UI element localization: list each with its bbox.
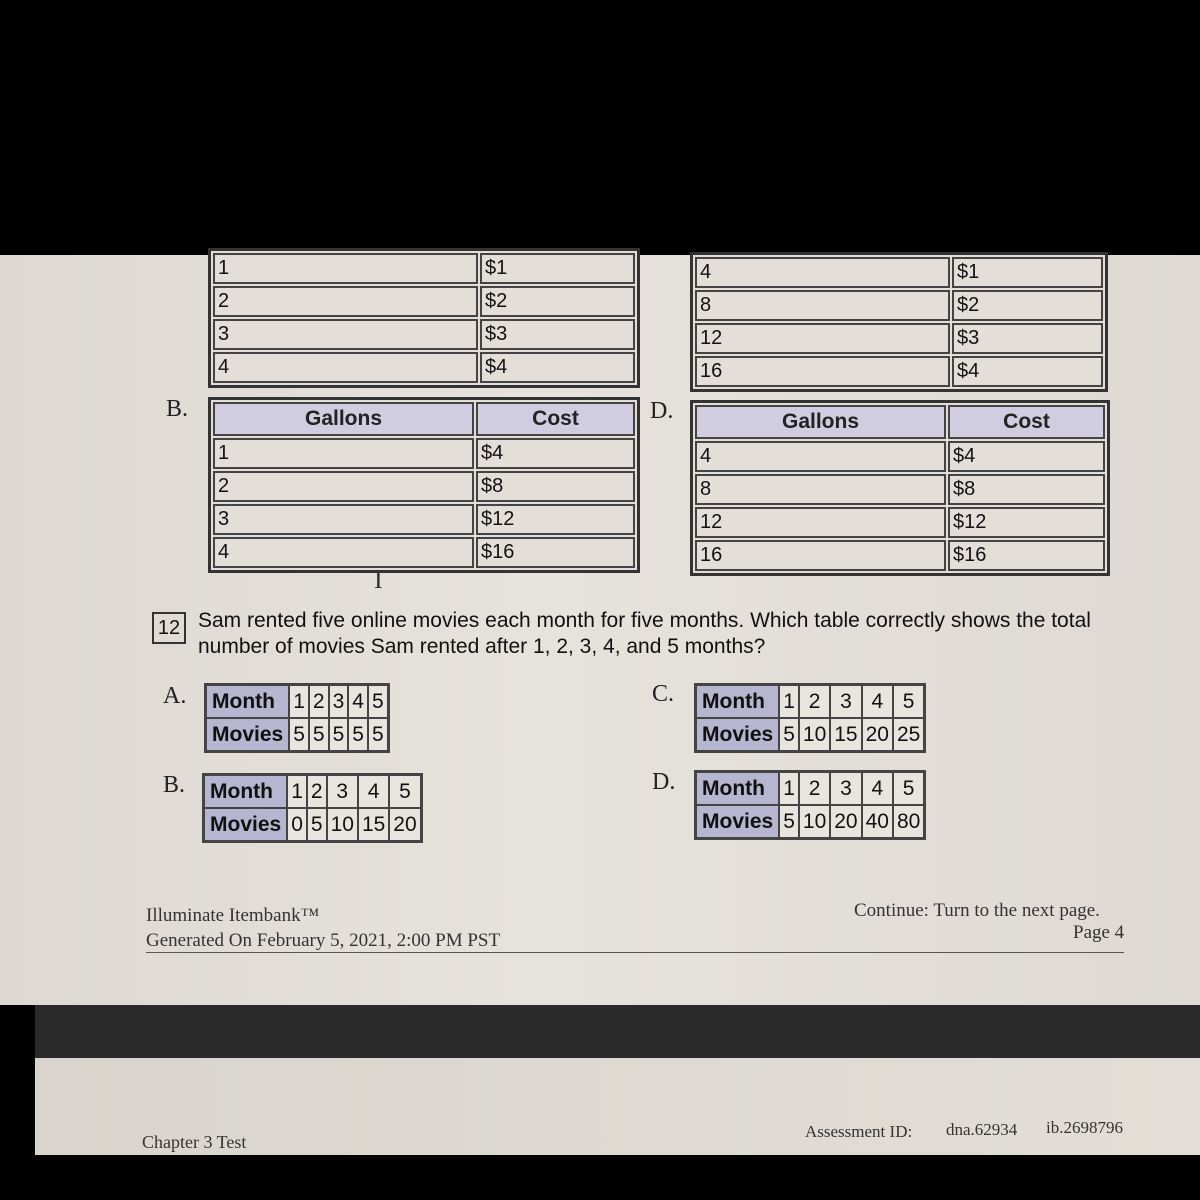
- text-cursor-icon: I: [374, 565, 383, 594]
- option-d-table: [690, 400, 1110, 576]
- table-cell: $3: [480, 319, 635, 350]
- movies-label: Movies: [696, 718, 780, 752]
- month-label: Month: [696, 772, 780, 806]
- table-cell: 8: [695, 290, 950, 321]
- table-cell: 4: [213, 352, 478, 383]
- choice-c-table[interactable]: [694, 683, 926, 753]
- page-gap: [35, 1005, 1200, 1058]
- choice-a-letter: A.: [163, 683, 187, 709]
- option-d-letter: D.: [650, 398, 674, 424]
- table-cell: 12: [695, 507, 946, 538]
- table-cell: $4: [948, 441, 1105, 472]
- table-cell: 4: [695, 441, 946, 472]
- movies-label: Movies: [696, 805, 780, 839]
- top-left-table: [208, 248, 640, 388]
- choice-b-table[interactable]: [202, 773, 423, 843]
- table-cell: 3: [327, 775, 358, 809]
- table-cell: 3: [830, 772, 861, 806]
- top-right-table: [690, 252, 1108, 392]
- cost-header: Cost: [476, 402, 635, 436]
- table-cell: 20: [862, 718, 893, 752]
- table-cell: 1: [213, 438, 474, 469]
- table-cell: 5: [307, 808, 327, 842]
- table-cell: $4: [476, 438, 635, 469]
- table-cell: $4: [952, 356, 1103, 387]
- table-cell: 10: [799, 805, 830, 839]
- table-cell: 2: [307, 775, 327, 809]
- table-cell: 1: [289, 685, 309, 719]
- table-cell: 3: [213, 504, 474, 535]
- month-label: Month: [696, 685, 780, 719]
- table-cell: 16: [695, 540, 946, 571]
- choice-d-table[interactable]: [694, 770, 926, 840]
- option-b-table: [208, 397, 640, 573]
- table-cell: 4: [358, 775, 389, 809]
- table-cell: 8: [695, 474, 946, 505]
- choice-b-letter: B.: [163, 772, 186, 798]
- question-number: 12: [152, 612, 186, 644]
- gallons-header: Gallons: [695, 405, 946, 439]
- table-cell: 20: [389, 808, 421, 842]
- table-cell: 3: [830, 685, 861, 719]
- table-cell: 4: [213, 537, 474, 568]
- table-cell: 16: [695, 356, 950, 387]
- table-cell: 5: [329, 718, 349, 752]
- table-cell: 20: [830, 805, 861, 839]
- choice-a-table[interactable]: [204, 683, 390, 753]
- table-cell: 5: [309, 718, 329, 752]
- table-cell: 3: [213, 319, 478, 350]
- table-cell: 5: [368, 718, 388, 752]
- table-cell: 5: [893, 685, 925, 719]
- table-cell: $4: [480, 352, 635, 383]
- table-cell: 2: [799, 685, 830, 719]
- table-cell: $1: [480, 253, 635, 284]
- item-bank-id: ib.2698796: [1046, 1118, 1123, 1137]
- question-text: Sam rented five online movies each month for five months. Which table correctly shows the total number of movies Sam rented after 1, 2, 3, 4, and 5 months?: [198, 609, 1091, 658]
- table-cell: 4: [862, 772, 893, 806]
- table-cell: 5: [893, 772, 925, 806]
- table-cell: 15: [830, 718, 861, 752]
- assessment-label: Assessment ID:: [805, 1122, 913, 1141]
- table-cell: 5: [779, 718, 799, 752]
- movies-label: Movies: [204, 808, 288, 842]
- table-cell: $2: [952, 290, 1103, 321]
- choice-c-letter: C.: [652, 681, 675, 707]
- table-cell: 1: [213, 253, 478, 284]
- table-cell: 1: [779, 685, 799, 719]
- table-cell: 0: [287, 808, 307, 842]
- table-cell: 4: [348, 685, 368, 719]
- table-cell: 5: [779, 805, 799, 839]
- gallons-header: Gallons: [213, 402, 474, 436]
- screen-border: [0, 1155, 1200, 1200]
- table-cell: 1: [779, 772, 799, 806]
- table-cell: $1: [952, 257, 1103, 288]
- table-cell: $3: [952, 323, 1103, 354]
- table-cell: 5: [368, 685, 388, 719]
- table-cell: 25: [893, 718, 925, 752]
- footer-continue: Continue: Turn to the next page.: [854, 900, 1100, 921]
- table-cell: 2: [213, 286, 478, 317]
- table-cell: 2: [213, 471, 474, 502]
- table-cell: $16: [948, 540, 1105, 571]
- table-cell: $8: [476, 471, 635, 502]
- movies-label: Movies: [206, 718, 290, 752]
- option-b-letter: B.: [166, 396, 189, 422]
- table-cell: 80: [893, 805, 925, 839]
- table-cell: 12: [695, 323, 950, 354]
- table-cell: $8: [948, 474, 1105, 505]
- table-cell: 4: [862, 685, 893, 719]
- month-label: Month: [204, 775, 288, 809]
- table-cell: 40: [862, 805, 893, 839]
- cost-header: Cost: [948, 405, 1105, 439]
- next-page-chapter: Chapter 3 Test: [142, 1132, 247, 1152]
- table-cell: 2: [309, 685, 329, 719]
- table-cell: 5: [389, 775, 421, 809]
- table-cell: 10: [799, 718, 830, 752]
- table-cell: 5: [348, 718, 368, 752]
- table-cell: 15: [358, 808, 389, 842]
- table-cell: 4: [695, 257, 950, 288]
- table-cell: 5: [289, 718, 309, 752]
- table-cell: $2: [480, 286, 635, 317]
- assessment-id: dna.62934: [946, 1120, 1018, 1139]
- table-cell: 1: [287, 775, 307, 809]
- table-cell: $12: [476, 504, 635, 535]
- choice-d-letter: D.: [652, 769, 676, 795]
- table-cell: 10: [327, 808, 358, 842]
- table-cell: 2: [799, 772, 830, 806]
- month-label: Month: [206, 685, 290, 719]
- footer-generated: Generated On February 5, 2021, 2:00 PM PST: [146, 930, 1124, 953]
- table-cell: $16: [476, 537, 635, 568]
- footer-page: Page 4: [1073, 922, 1125, 943]
- table-cell: 3: [329, 685, 349, 719]
- table-cell: $12: [948, 507, 1105, 538]
- footer-brand: Illuminate Itembank™: [146, 905, 320, 926]
